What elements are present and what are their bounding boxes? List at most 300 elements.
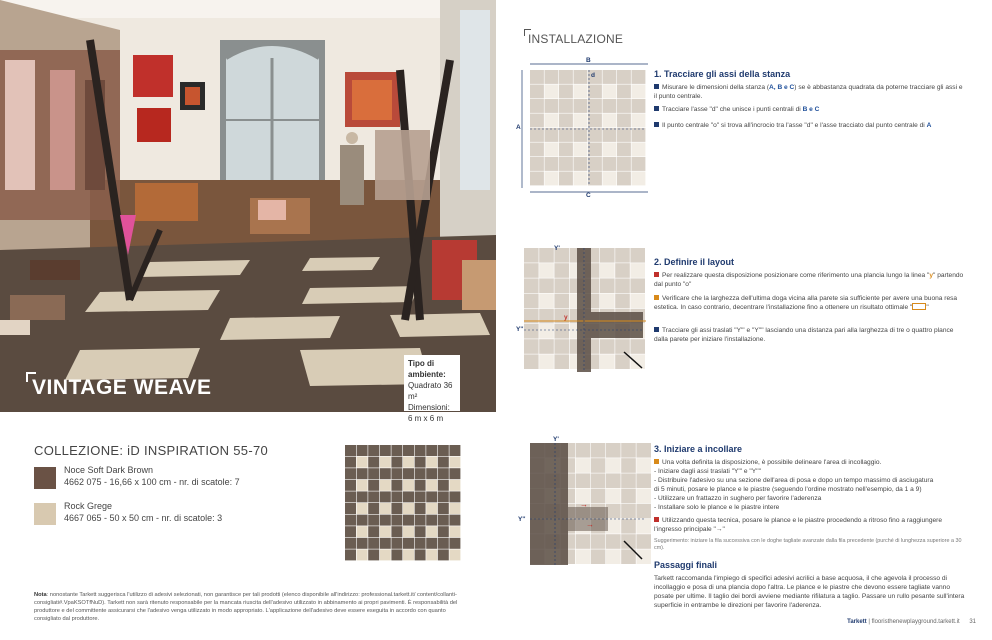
plank-square <box>588 128 602 142</box>
bullet-red <box>654 517 659 522</box>
plank-square <box>559 157 573 171</box>
step3-line-4: di 5 minuti, posare le plance e le piastre (seguendo l'ordine mostrato nell'esempio, da 1 a 9) <box>654 486 922 493</box>
plank-square <box>554 339 569 354</box>
plank-square <box>449 491 460 502</box>
bullet-blue <box>654 122 659 127</box>
plank-square <box>617 143 631 157</box>
footnote <box>34 591 464 623</box>
plank-square <box>615 339 630 354</box>
tile-square <box>426 480 437 491</box>
step3-text <box>654 458 966 512</box>
tile-square <box>632 85 646 99</box>
diagram1-label-d: d <box>591 72 595 79</box>
tile-square <box>539 324 554 339</box>
step1-item-1-hl: A, B e C <box>769 84 795 91</box>
footnote-text: : nonostante Tarkett suggerisca l'utilizzo di adesivi selezionati, non garantisce per tali prodotti (elenco disponibile all'indirizzo: professional.tarkett.it/ content/collanti-consigliati#.VpaKSOTfNuD). Tarkett non sarà ritenuto responsabile per la mancata riuscita dell'adesivo utilizzato in abbinamento ai propri pavimenti. È responsabilità del produttore e del committente assicurarsi che l'adesivo venga utilizzato in modo appropriato. L'applicazione dell'adesivo deve essere eseguita in accordo con quanto consigliato dal produttore. <box>34 592 458 622</box>
section-corner-mark <box>524 29 531 36</box>
plank-square <box>391 538 402 549</box>
plank-square <box>600 278 615 293</box>
plank-square <box>636 443 651 458</box>
product-1-swatch <box>34 467 56 489</box>
plank-square <box>636 504 651 519</box>
tile-square <box>545 143 559 157</box>
plank-square <box>636 534 651 549</box>
tile-square <box>576 549 591 564</box>
plank-square <box>603 99 617 113</box>
plank-square <box>438 445 449 456</box>
tile-square <box>545 172 559 186</box>
plank-square <box>539 278 554 293</box>
plank-square <box>345 503 356 514</box>
tile-square <box>600 294 615 309</box>
plank-square <box>603 157 617 171</box>
bullet-red <box>654 272 659 277</box>
plank-square <box>588 99 602 113</box>
plank-square <box>438 515 449 526</box>
plank-square <box>345 549 356 560</box>
step3-line-1-text: Una volta definita la disposizione, è possibile delineare l'area di incollaggio. <box>662 459 882 466</box>
plank-square <box>621 443 636 458</box>
plank-square <box>438 468 449 479</box>
tile-square <box>403 457 414 468</box>
plank-square <box>449 515 460 526</box>
plank-square <box>621 458 636 473</box>
bullet-blue <box>654 327 659 332</box>
step2-item-3 <box>654 326 966 344</box>
tile-square <box>357 480 368 491</box>
plank-square <box>391 468 402 479</box>
tile-square <box>403 480 414 491</box>
plank-square <box>588 85 602 99</box>
plank-square <box>415 468 426 479</box>
plank-square <box>632 70 646 84</box>
final-text: Tarkett raccomanda l'impiego di specifici adesivi acrilici a base acquosa, il che agevola il processo di incollaggio e posa di una plancia dopo l'altra. Le plance e le piastre che devono essere tagliate vanno posate per ultime. Il taglio dei bordi avviene mediante rifilatura a taglio. Passare un rullo pesante sull'intera superficie in entrambe le direzioni per favorire l'aderenza. <box>654 575 965 609</box>
tile-square <box>603 172 617 186</box>
plank-square <box>545 70 559 84</box>
plank-square <box>403 445 414 456</box>
plank-square <box>357 468 368 479</box>
section-title <box>528 32 623 46</box>
plank-square <box>426 491 437 502</box>
plank-square <box>415 491 426 502</box>
plank-square <box>606 534 621 549</box>
plank-square <box>615 354 630 369</box>
plank-square <box>426 538 437 549</box>
tile-square <box>380 457 391 468</box>
plank-square <box>621 519 636 534</box>
plank-square <box>357 491 368 502</box>
plank-square <box>545 157 559 171</box>
plank-square <box>380 491 391 502</box>
plank-square <box>588 114 602 128</box>
tile-square <box>426 549 437 560</box>
tile-square <box>545 114 559 128</box>
final-title: Passaggi finali <box>654 560 718 570</box>
room-size: Quadrato 36 m² <box>408 381 453 401</box>
bullet-blue <box>654 106 659 111</box>
plank-square <box>591 489 606 504</box>
tile-square <box>539 294 554 309</box>
plank-square <box>600 248 615 263</box>
plank-square <box>438 526 449 537</box>
tile-square <box>380 480 391 491</box>
room-dim-label: Dimensioni: <box>408 403 450 412</box>
plank-square <box>357 445 368 456</box>
plank-square <box>391 457 402 468</box>
tile-square <box>574 172 588 186</box>
plank-square <box>345 445 356 456</box>
plank-square <box>438 457 449 468</box>
plank-square <box>368 457 379 468</box>
plank-square <box>403 515 414 526</box>
diagram2-label-y: y <box>564 314 568 321</box>
step3-line-5: - Utilizzare un frattazzo in sughero per favorire l'aderenza <box>654 495 822 502</box>
step1-item-1-pre: Misurare le dimensioni della stanza ( <box>662 84 770 91</box>
step3-line-1 <box>654 458 966 467</box>
plank-square <box>600 339 615 354</box>
step2-item-2-pre: Verificare che la larghezza dell'ultima doga vicina alla parete sia sufficiente per avere una buona resa estetica. In caso contrario, decentrare l'installazione fino a ottenere un risultato ottimale " <box>654 295 958 311</box>
plank-square <box>449 468 460 479</box>
step1-item-3-pre: Il punto centrale "o" si trova all'incrocio tra l'asse "d" e l'asse tracciato dal punto centrale di <box>662 122 927 129</box>
plank-square <box>617 99 631 113</box>
tile-square <box>426 457 437 468</box>
step1-item-3-hl: A <box>926 122 932 129</box>
plank-square <box>368 445 379 456</box>
plank-square <box>591 534 606 549</box>
tile-square <box>574 143 588 157</box>
plank-square <box>574 128 588 142</box>
tile-square <box>426 503 437 514</box>
tile-square <box>603 114 617 128</box>
tile-square <box>357 457 368 468</box>
plank-square <box>574 157 588 171</box>
plank-square <box>345 480 356 491</box>
plank-square <box>630 248 645 263</box>
plank-square <box>415 538 426 549</box>
plank-square <box>574 70 588 84</box>
plank-square <box>530 70 544 84</box>
plank-square <box>345 538 356 549</box>
diagram1-label-c: C <box>586 192 591 199</box>
plank-square <box>530 114 544 128</box>
plank-square <box>438 549 449 560</box>
plank-square <box>530 143 544 157</box>
tile-square <box>632 114 646 128</box>
plank-square <box>554 278 569 293</box>
step1-item-2 <box>654 105 966 114</box>
tile-square <box>636 549 651 564</box>
step3-red-item <box>654 516 966 534</box>
svg-text:→: → <box>580 500 588 509</box>
tile-square <box>632 172 646 186</box>
diagram2-label-y2: Y'' <box>516 326 524 333</box>
step2-item-1 <box>654 271 966 289</box>
plank-square <box>606 443 621 458</box>
plank-square <box>524 278 539 293</box>
plank-square <box>617 128 631 142</box>
plank-square <box>559 114 573 128</box>
plank-square <box>345 526 356 537</box>
plank-square <box>621 489 636 504</box>
step1-item-1-post: ) se è abbastanza quadrata da poterne tracciare gli assi e il punto centrale. <box>654 84 963 100</box>
plank-square <box>530 99 544 113</box>
tile-square <box>630 294 645 309</box>
tarkett-logo: Tarkett <box>847 619 867 625</box>
tile-square <box>630 263 645 278</box>
product-2-swatch <box>34 503 56 525</box>
tile-square <box>636 489 651 504</box>
diagram-gluing <box>530 443 646 565</box>
tile-square <box>632 143 646 157</box>
plank-square <box>606 473 621 488</box>
plank-square <box>621 534 636 549</box>
plank-square <box>630 278 645 293</box>
plank-square <box>391 491 402 502</box>
product-2-name: Rock Grege <box>64 501 113 511</box>
plank-square <box>524 263 539 278</box>
tile-square <box>545 85 559 99</box>
plank-square <box>438 503 449 514</box>
plank-square <box>380 515 391 526</box>
plank-square <box>524 339 539 354</box>
room-photo <box>0 0 496 423</box>
tile-square <box>357 503 368 514</box>
plank-square <box>403 491 414 502</box>
page-footer <box>847 619 976 625</box>
svg-text:→: → <box>586 520 594 529</box>
plank-square <box>559 85 573 99</box>
step2-item-1-post: " partendo dal punto "o" <box>654 272 964 288</box>
tile-square <box>403 549 414 560</box>
tile-square <box>357 549 368 560</box>
bullet-blue <box>654 84 659 89</box>
plank-square <box>559 70 573 84</box>
tile-square <box>603 85 617 99</box>
plank-square <box>632 128 646 142</box>
plank-square <box>559 99 573 113</box>
tile-square <box>380 526 391 537</box>
tile-square <box>426 526 437 537</box>
diagram1-label-b: B <box>586 57 591 64</box>
plank-square <box>576 473 591 488</box>
plank-square <box>588 143 602 157</box>
plank-square <box>559 143 573 157</box>
photo-title-text: VINTAGE WEAVE <box>32 376 212 399</box>
step3-red-item-text: Utilizzando questa tecnica, posare le plance e le piastre procedendo a ritroso fino a raggiungere l'ingresso principale "→" <box>654 517 943 533</box>
plank-square <box>574 99 588 113</box>
plank-square <box>380 538 391 549</box>
plank-square <box>524 354 539 369</box>
plank-square <box>554 294 569 309</box>
plank-square <box>345 491 356 502</box>
plank-square <box>368 538 379 549</box>
plank-square <box>368 468 379 479</box>
plank-square <box>530 85 544 99</box>
plank-square <box>588 172 602 186</box>
plank-square <box>617 114 631 128</box>
bullet-orange <box>654 459 659 464</box>
plank-square <box>617 172 631 186</box>
tile-square <box>449 480 460 491</box>
product-2-code: 4667 065 - 50 x 50 cm - nr. di scatole: 3 <box>64 513 223 523</box>
plank-square <box>606 504 621 519</box>
plank-square <box>415 526 426 537</box>
section-title-text: INSTALLAZIONE <box>528 32 624 46</box>
plank-square <box>615 278 630 293</box>
plank-square <box>426 468 437 479</box>
tile-square <box>600 354 615 369</box>
plank-square <box>391 515 402 526</box>
plank-square <box>554 354 569 369</box>
room-type-heading: Tipo di ambiente: <box>408 359 446 379</box>
tile-square <box>539 354 554 369</box>
tile-square <box>606 458 621 473</box>
step1-item-1 <box>654 83 966 101</box>
tile-square <box>449 503 460 514</box>
plank-square <box>357 538 368 549</box>
plank-square <box>539 248 554 263</box>
plank-square <box>615 294 630 309</box>
plank-square <box>426 445 437 456</box>
plank-square <box>415 515 426 526</box>
diagram-room-axes <box>516 56 648 200</box>
step3-title: 3. Iniziare a incollare <box>654 444 743 454</box>
footnote-label: Nota <box>34 592 47 598</box>
plank-square <box>368 526 379 537</box>
tile-square <box>606 519 621 534</box>
plank-square <box>524 248 539 263</box>
room-dim-value: 6 m x 6 m <box>408 414 444 423</box>
plank-square <box>524 294 539 309</box>
plank-square <box>391 549 402 560</box>
plank-square <box>636 473 651 488</box>
footer-url[interactable]: flooristhenewplayground.tarkett.it <box>871 619 960 625</box>
plank-square <box>576 443 591 458</box>
tile-square <box>600 263 615 278</box>
step1-item-2-pre: Tracciare l'asse "d" che unisce i punti centrali di <box>662 106 803 113</box>
plank-square <box>449 538 460 549</box>
tile-square <box>539 263 554 278</box>
tile-square <box>574 114 588 128</box>
plank-square <box>632 157 646 171</box>
title-corner-mark <box>26 372 36 382</box>
tile-square <box>403 503 414 514</box>
tile-square <box>403 526 414 537</box>
plank-square <box>415 503 426 514</box>
optimal-box-icon <box>912 303 929 311</box>
step2-item-2 <box>654 294 966 312</box>
step3-line-2: - Iniziare dagli assi traslati "Y'" e "Y''" <box>654 468 761 475</box>
plank-square <box>403 538 414 549</box>
tile-square <box>636 519 651 534</box>
tile-square <box>574 85 588 99</box>
plank-square <box>630 339 645 354</box>
diagram1-label-a: A <box>516 124 521 131</box>
photo-title <box>32 376 212 400</box>
plank-square <box>530 157 544 171</box>
plank-square <box>524 324 539 339</box>
plank-square <box>391 480 402 491</box>
step3-hint: Suggerimento: iniziare la fila successiva con le doghe tagliate avanzate dalla fila precedente (purché di lunghezza superiore a 30 cm). <box>654 538 962 551</box>
plank-square <box>415 549 426 560</box>
plank-square <box>391 445 402 456</box>
plank-square <box>345 457 356 468</box>
tile-square <box>357 526 368 537</box>
plank-square <box>603 70 617 84</box>
plank-square <box>380 468 391 479</box>
tile-square <box>636 458 651 473</box>
plank-square <box>449 445 460 456</box>
tile-square <box>606 549 621 564</box>
plank-square <box>368 549 379 560</box>
plank-square <box>357 515 368 526</box>
plank-square <box>530 128 544 142</box>
step1-title: 1. Tracciare gli assi della stanza <box>654 69 791 79</box>
plank-square <box>391 503 402 514</box>
plank-square <box>368 515 379 526</box>
plank-square <box>615 248 630 263</box>
step2-item-3-pre: Tracciare gli assi traslati "Y'" e "Y''" lasciando una distanza pari alla larghezza di tre o quattro plance dalla parete per iniziare l'installazione. <box>654 327 954 343</box>
plank-square <box>415 445 426 456</box>
plank-square <box>438 538 449 549</box>
room-photo-illustration <box>0 0 496 412</box>
plank-square <box>545 99 559 113</box>
plank-square <box>617 85 631 99</box>
right-page <box>496 0 992 640</box>
tile-square <box>380 549 391 560</box>
plank-square <box>603 128 617 142</box>
plank-square <box>554 324 569 339</box>
plank-square <box>539 339 554 354</box>
plank-square <box>438 491 449 502</box>
plank-square <box>615 263 630 278</box>
plank-square <box>345 468 356 479</box>
tile-square <box>603 143 617 157</box>
plank-square <box>391 526 402 537</box>
plank-square <box>632 99 646 113</box>
plank-square <box>368 503 379 514</box>
tile-square <box>449 526 460 537</box>
plank-square <box>621 504 636 519</box>
product-1-code: 4662 075 - 16,66 x 100 cm - nr. di scatole: 7 <box>64 477 240 487</box>
step1-item-3 <box>654 121 966 130</box>
diagram2-label-y1: Y' <box>554 245 560 252</box>
tile-square <box>380 503 391 514</box>
plank-square <box>403 468 414 479</box>
step3-line-6: - Installare solo le plance e le piastre intere <box>654 504 780 511</box>
plank-square <box>530 172 544 186</box>
plank-square <box>559 172 573 186</box>
bullet-orange <box>654 295 659 300</box>
step2-item-2-post: " <box>926 304 929 311</box>
plank-square <box>591 458 606 473</box>
plank-square <box>345 515 356 526</box>
tile-square <box>449 457 460 468</box>
plank-square <box>591 443 606 458</box>
step2-item-1-hl: y <box>929 272 934 279</box>
pattern-preview <box>345 445 461 561</box>
product-1-name: Noce Soft Dark Brown <box>64 465 154 475</box>
plank-square <box>415 480 426 491</box>
plank-square <box>591 473 606 488</box>
plank-square <box>588 157 602 171</box>
plank-square <box>545 128 559 142</box>
plank-square <box>368 480 379 491</box>
plank-square <box>415 457 426 468</box>
footer-separator: | <box>868 619 872 625</box>
diagram-layout <box>524 248 646 376</box>
plank-square <box>380 445 391 456</box>
